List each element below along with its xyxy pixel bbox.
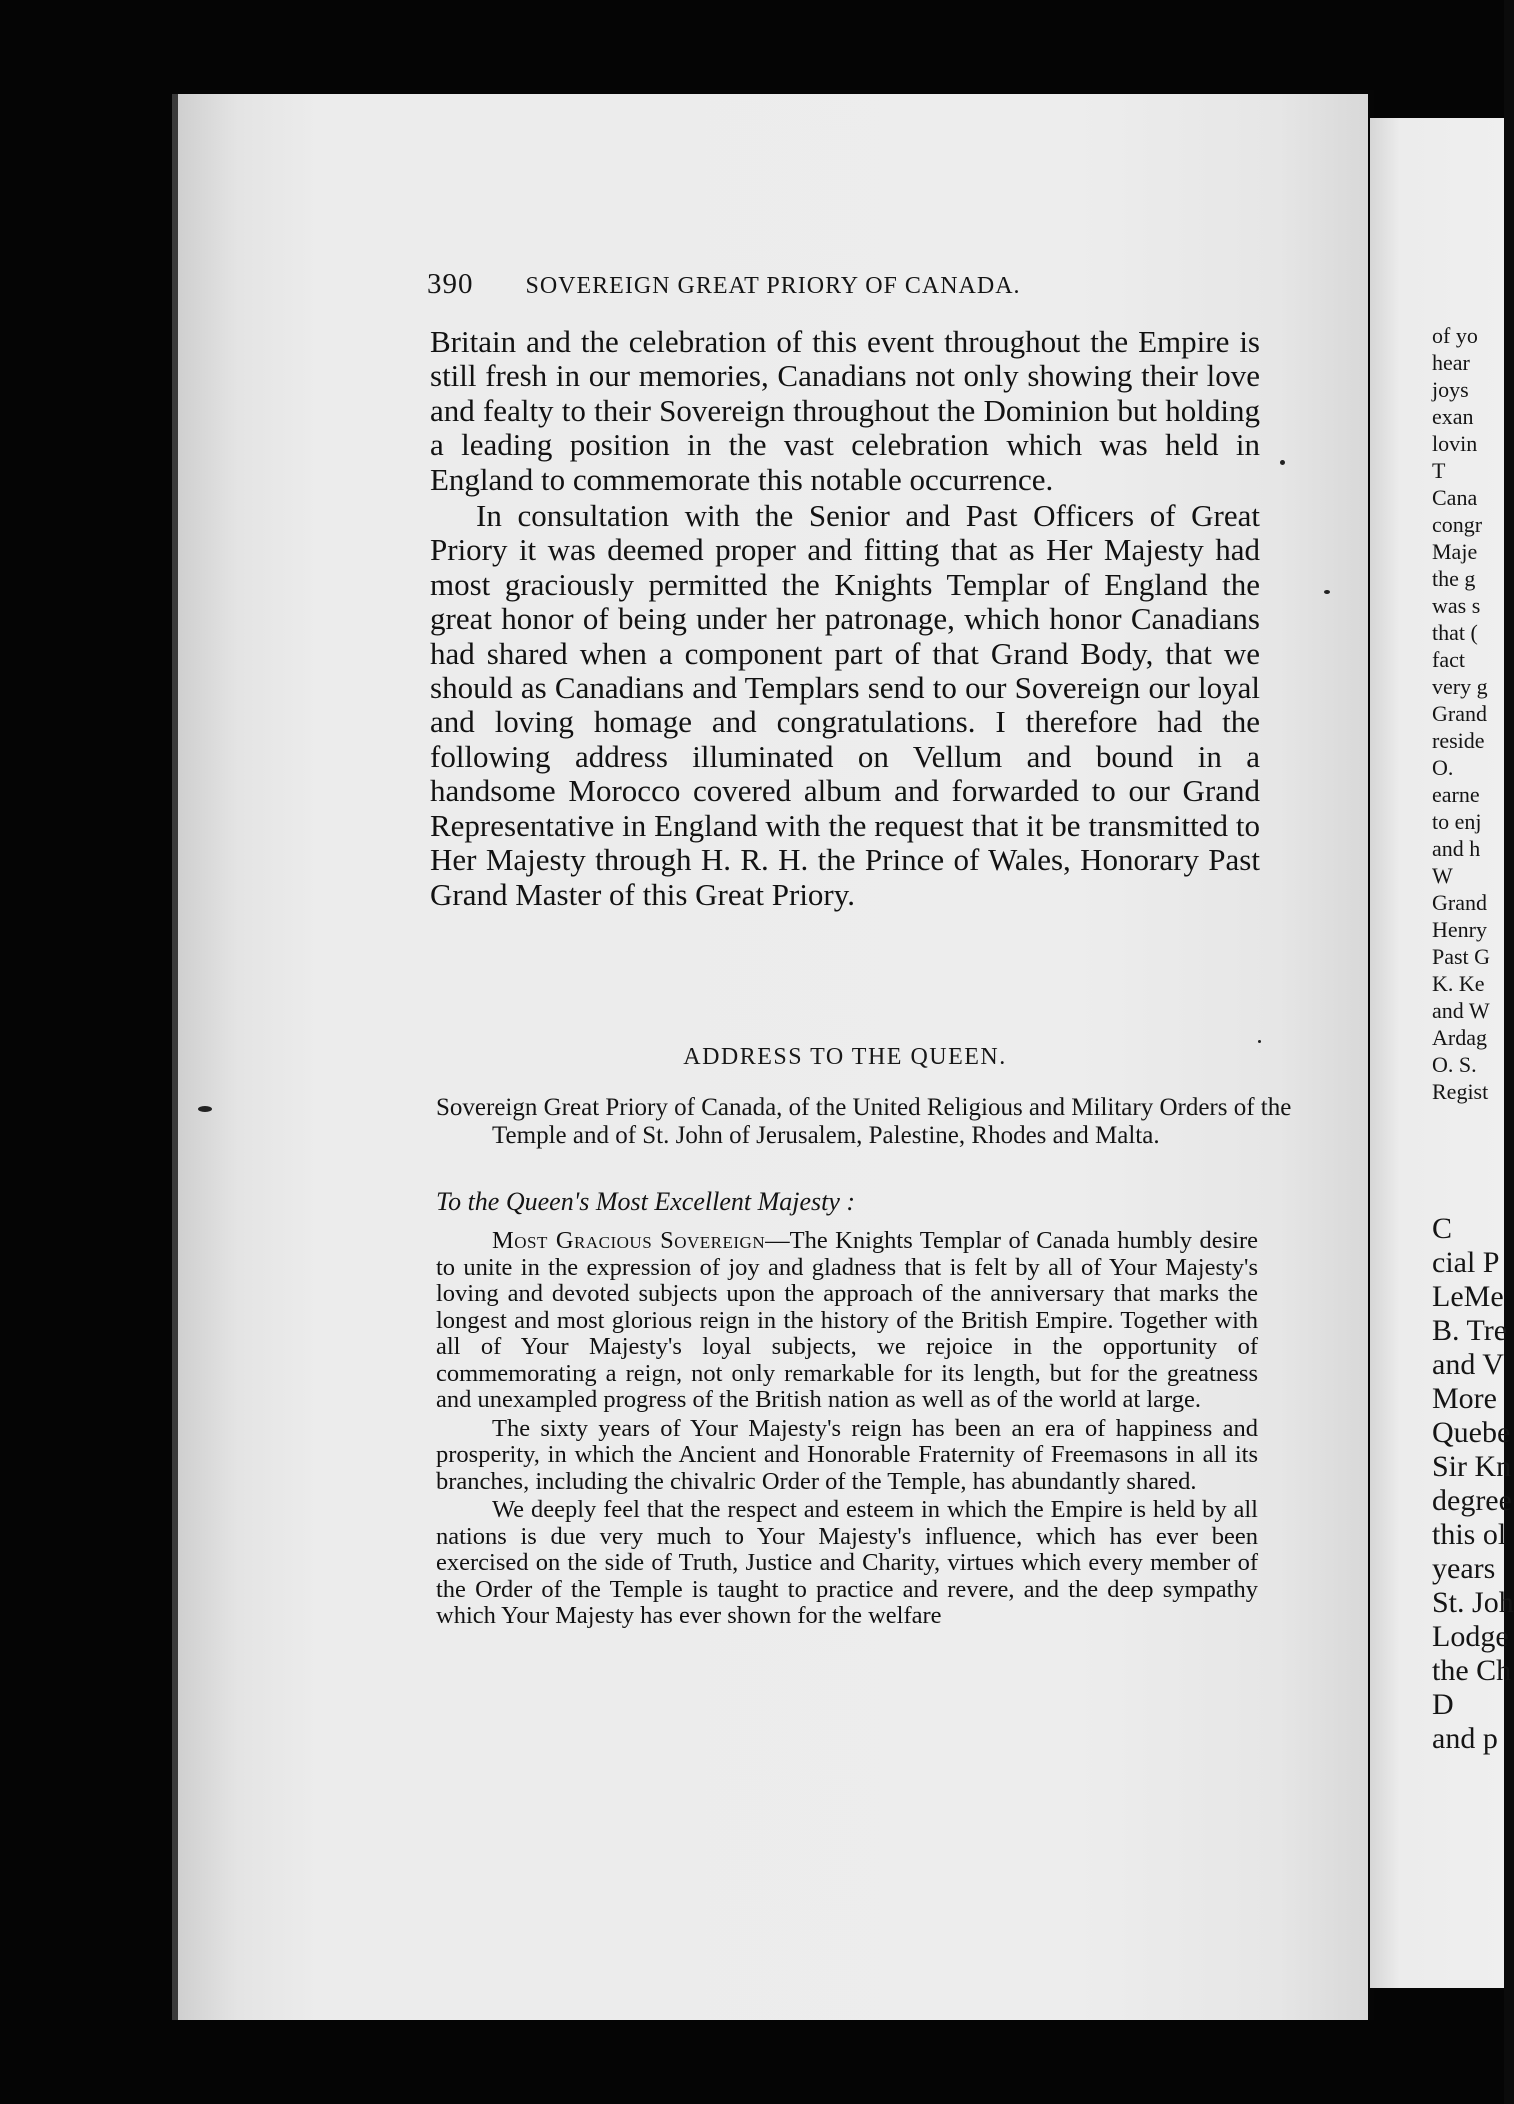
next-page-lower-line: cial P: [1432, 1246, 1500, 1279]
letter-paragraph-2: The sixty years of Your Majesty's reign has been an era of happiness and prosperity, in which the Ancient and Honorable Fraternity of Freemasons in all its branches, including the chivalric Order of the Temple, has abundantly shared.: [436, 1414, 1258, 1495]
next-page-upper-line: Grand: [1432, 890, 1487, 915]
next-page-upper-line: of yo: [1432, 323, 1478, 348]
next-page-lower-line: Quebe: [1432, 1416, 1511, 1449]
next-page-upper-line: W: [1432, 863, 1453, 888]
page-number: 390: [427, 268, 474, 300]
running-header: [427, 268, 1257, 308]
next-page-upper-line: Past G: [1432, 944, 1491, 969]
next-page-lower-line: St. Joh: [1432, 1586, 1514, 1619]
address-salutation: To the Queen's Most Excellent Majesty :: [436, 1187, 856, 1216]
next-page-upper-line: hear: [1432, 350, 1470, 375]
next-page-upper-line: and h: [1432, 836, 1481, 861]
next-page-upper-line: Grand: [1432, 701, 1487, 726]
next-page-upper-line: congr: [1432, 512, 1483, 537]
next-page-upper-line: O.: [1432, 755, 1454, 780]
next-page-upper-line: Ardag: [1432, 1025, 1487, 1050]
next-page-upper-line: Henry: [1432, 917, 1487, 942]
next-page-upper-line: very g: [1432, 674, 1488, 699]
body-paragraph-1: Britain and the celebration of this event throughout the Empire is still fresh in our memories, Canadians not only showing their love and fealty to their Sovereign throughout the Dominion but holding a leading position in the vast celebration which was held in England to commemorate this notable occurrence.: [430, 324, 1260, 497]
next-page-upper-line: was s: [1432, 593, 1481, 618]
next-page-lower-line: C: [1432, 1212, 1453, 1245]
next-page-upper-line: Maje: [1432, 539, 1478, 564]
next-page-lower-line: this ol: [1432, 1518, 1507, 1551]
body-text: [430, 325, 1260, 912]
next-page-lower-line: and p: [1432, 1722, 1498, 1755]
next-page-upper-line: T: [1432, 458, 1446, 483]
next-page-upper-line: exan: [1432, 404, 1474, 429]
next-page-column-upper: [1432, 322, 1490, 1105]
next-page-upper-line: that (: [1432, 620, 1478, 645]
next-page-lower-line: Lodge: [1432, 1620, 1509, 1653]
next-page-upper-line: Cana: [1432, 485, 1478, 510]
next-page-upper-line: O. S.: [1432, 1052, 1477, 1077]
next-page-upper-line: to enj: [1432, 809, 1482, 834]
address-heading: ADDRESS TO THE QUEEN.: [683, 1044, 1007, 1070]
address-letter: [436, 1228, 1258, 1632]
running-title: SOVEREIGN GREAT PRIORY OF CANADA.: [525, 273, 1021, 299]
letter-paragraph-3: We deeply feel that the respect and esteem in which the Empire is held by all nations is due very much to Your Majesty's influence, which has ever been exercised on the side of Truth, Justice and Charity, virtues which every member of the Order of the Temple is taught to practice and revere, and the deep sympathy which Your Majesty has ever shown for the welfare: [436, 1496, 1258, 1629]
next-page-lower-line: Sir Kn: [1432, 1450, 1512, 1483]
next-page-lower-line: More: [1432, 1382, 1497, 1415]
address-subheading: Sovereign Great Priory of Canada, of the United Religious and Military Orders of the Temple and of St. John of Jerusalem, Palestine, Rhodes and Malta.: [436, 1094, 1292, 1149]
next-page-upper-line: and W: [1432, 998, 1490, 1023]
next-page-upper-line: K. Ke: [1432, 971, 1485, 996]
letter-opening: Most Gracious Sovereign: [492, 1227, 766, 1254]
next-page-upper-line: joys: [1432, 377, 1469, 402]
next-page-upper-line: lovin: [1432, 431, 1478, 456]
dust-speck: [1280, 460, 1285, 465]
next-page-upper-line: the g: [1432, 566, 1476, 591]
letter-paragraph-1-text: —The Knights Templar of Canada humbly desire to unite in the expression of joy and gladness that is felt by all of Your Majesty's loving and devoted subjects upon the approach of the anniversary that marks the longest and most glorious reign in the history of the British Empire. Together with all of Your Majesty's loyal subjects, we rejoice in the opportunity of commemorating a reign, not only remarkable for its length, but for the greatness and unexampled progress of the British nation as well as of the world at large.: [436, 1227, 1258, 1413]
body-paragraph-2: In consultation with the Senior and Past Officers of Great Priory it was deemed proper and fitting that as Her Majesty had most graciously permitted the Knights Templar of England the great honor of being under her patronage, which honor Canadians had shared when a component part of that Grand Body, that we should as Canadians and Templars send to our Sovereign our loyal and loving homage and congratulations. I therefore had the following address illuminated on Vellum and bound in a handsome Morocco covered album and forwarded to our Grand Representative in England with the request that it be transmitted to Her Majesty through H. R. H. the Prince of Wales, Honorary Past Grand Master of this Great Priory.: [430, 498, 1260, 912]
next-page-upper-line: reside: [1432, 728, 1485, 753]
next-page-lower-line: degree: [1432, 1484, 1512, 1517]
dust-speck: [1324, 590, 1330, 594]
next-page-lower-line: and V: [1432, 1348, 1504, 1381]
next-page-lower-line: D: [1432, 1688, 1454, 1721]
letter-paragraph-1: [436, 1228, 1258, 1414]
next-page-upper-line: fact: [1432, 647, 1465, 672]
next-page-lower-line: the Ch: [1432, 1654, 1512, 1687]
next-page-lower-line: years: [1432, 1552, 1496, 1585]
next-page-lower-line: LeMe: [1432, 1280, 1504, 1313]
dust-speck: [1258, 1040, 1261, 1043]
next-page-column-lower: [1432, 1212, 1514, 1756]
next-page-lower-line: B. Tre: [1432, 1314, 1508, 1347]
next-page-upper-line: earne: [1432, 782, 1480, 807]
dust-speck: [198, 1106, 212, 1112]
next-page-upper-line: Regist: [1432, 1079, 1489, 1104]
